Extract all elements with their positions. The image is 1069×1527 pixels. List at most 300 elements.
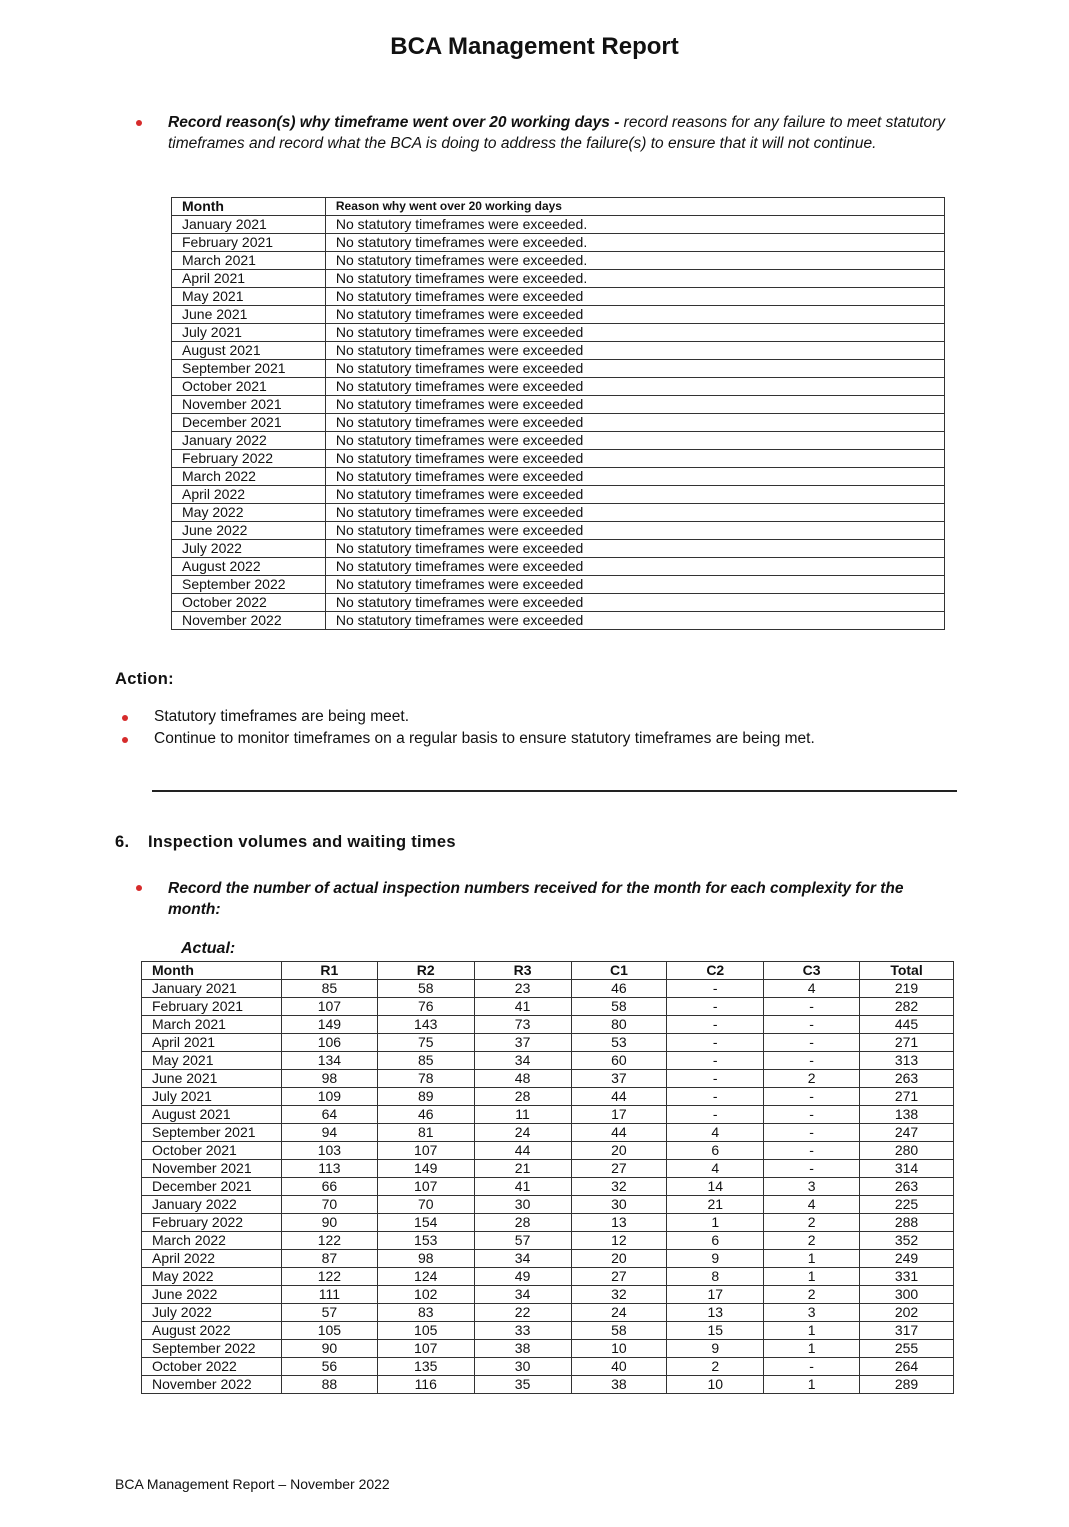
actual-table-row	[142, 1142, 954, 1160]
reason-month-cell: January 2021	[172, 216, 326, 234]
actual-r1-cell: 149	[281, 1016, 377, 1034]
actual-r1-cell: 122	[281, 1268, 377, 1286]
actual-month-cell: April 2022	[142, 1250, 282, 1268]
reason-text-cell: No statutory timeframes were exceeded	[325, 504, 944, 522]
actual-c3-cell: 2	[764, 1286, 860, 1304]
reason-month-cell: September 2021	[172, 360, 326, 378]
reason-month-cell: September 2022	[172, 576, 326, 594]
reason-table-row	[172, 378, 945, 396]
actual-c2-cell: 6	[667, 1142, 764, 1160]
actual-r1-cell: 122	[281, 1232, 377, 1250]
actual-total-cell: 331	[860, 1268, 954, 1286]
actual-c3-cell: -	[764, 1358, 860, 1376]
actual-total-cell: 264	[860, 1358, 954, 1376]
actual-r3-cell: 44	[474, 1142, 571, 1160]
actual-c2-cell: -	[667, 1106, 764, 1124]
actual-c1-cell: 40	[571, 1358, 667, 1376]
actual-r1-cell: 105	[281, 1322, 377, 1340]
reason-text-cell: No statutory timeframes were exceeded	[325, 324, 944, 342]
actual-total-cell: 352	[860, 1232, 954, 1250]
reason-month-cell: August 2022	[172, 558, 326, 576]
reason-col-reason: Reason why went over 20 working days	[325, 198, 944, 216]
reason-text-cell: No statutory timeframes were exceeded.	[325, 216, 944, 234]
actual-total-cell: 271	[860, 1034, 954, 1052]
reason-table-row	[172, 558, 945, 576]
actual-table-row	[142, 980, 954, 998]
actual-month-cell: February 2022	[142, 1214, 282, 1232]
actual-c3-cell: -	[764, 1124, 860, 1142]
actual-r3-cell: 21	[474, 1160, 571, 1178]
actual-r3-cell: 37	[474, 1034, 571, 1052]
reason-text-cell: No statutory timeframes were exceeded.	[325, 252, 944, 270]
actual-table-row	[142, 1250, 954, 1268]
reason-month-cell: May 2022	[172, 504, 326, 522]
actual-c2-cell: 21	[667, 1196, 764, 1214]
actual-total-cell: 282	[860, 998, 954, 1016]
actual-total-cell: 300	[860, 1286, 954, 1304]
actual-total-cell: 202	[860, 1304, 954, 1322]
actual-table-row	[142, 1088, 954, 1106]
actual-c1-cell: 60	[571, 1052, 667, 1070]
actual-table-row	[142, 1286, 954, 1304]
actual-total-cell: 314	[860, 1160, 954, 1178]
actual-total-cell: 280	[860, 1142, 954, 1160]
reason-month-cell: February 2022	[172, 450, 326, 468]
actual-month-cell: September 2022	[142, 1340, 282, 1358]
reason-text-cell: No statutory timeframes were exceeded	[325, 612, 944, 630]
actual-r2-cell: 46	[377, 1106, 474, 1124]
bullet-marker	[136, 885, 142, 891]
reason-table-row	[172, 270, 945, 288]
bullet-marker	[122, 715, 128, 721]
actual-table-row	[142, 1196, 954, 1214]
actual-r2-cell: 81	[377, 1124, 474, 1142]
actual-r3-cell: 23	[474, 980, 571, 998]
actual-r2-cell: 107	[377, 1178, 474, 1196]
actual-month-cell: September 2021	[142, 1124, 282, 1142]
reason-table-row	[172, 396, 945, 414]
actual-total-cell: 288	[860, 1214, 954, 1232]
actual-month-cell: April 2021	[142, 1034, 282, 1052]
actual-r1-cell: 98	[281, 1070, 377, 1088]
actual-c2-cell: 1	[667, 1214, 764, 1232]
actual-c1-cell: 10	[571, 1340, 667, 1358]
actual-r1-cell: 66	[281, 1178, 377, 1196]
reason-text-cell: No statutory timeframes were exceeded	[325, 288, 944, 306]
actual-c3-cell: -	[764, 1052, 860, 1070]
reason-table-row	[172, 414, 945, 432]
reason-table-row	[172, 216, 945, 234]
actual-r2-cell: 107	[377, 1142, 474, 1160]
reason-text-cell: No statutory timeframes were exceeded	[325, 450, 944, 468]
timeframe-lead-paragraph	[168, 112, 958, 154]
reason-month-cell: November 2021	[172, 396, 326, 414]
actual-col-c1: C1	[571, 962, 667, 980]
actual-c2-cell: -	[667, 998, 764, 1016]
reason-month-cell: April 2021	[172, 270, 326, 288]
reason-text-cell: No statutory timeframes were exceeded	[325, 414, 944, 432]
actual-month-cell: October 2021	[142, 1142, 282, 1160]
actual-c2-cell: -	[667, 1052, 764, 1070]
actual-r2-cell: 83	[377, 1304, 474, 1322]
actual-r2-cell: 107	[377, 1340, 474, 1358]
page-title: BCA Management Report	[390, 33, 679, 60]
reason-month-cell: October 2022	[172, 594, 326, 612]
timeframe-lead-bold: Record reason(s) why timeframe went over 20 working days -	[168, 114, 620, 131]
actual-r3-cell: 41	[474, 998, 571, 1016]
reason-text-cell: No statutory timeframes were exceeded	[325, 378, 944, 396]
reason-month-cell: March 2022	[172, 468, 326, 486]
actual-month-cell: November 2022	[142, 1376, 282, 1394]
reason-text-cell: No statutory timeframes were exceeded	[325, 468, 944, 486]
actual-table-row	[142, 1322, 954, 1340]
reason-table-row	[172, 612, 945, 630]
actual-month-cell: March 2022	[142, 1232, 282, 1250]
actual-col-month: Month	[142, 962, 282, 980]
reason-month-cell: April 2022	[172, 486, 326, 504]
reason-text-cell: No statutory timeframes were exceeded	[325, 432, 944, 450]
actual-c2-cell: 10	[667, 1376, 764, 1394]
actual-c3-cell: -	[764, 1016, 860, 1034]
reason-table-row	[172, 594, 945, 612]
actual-r1-cell: 103	[281, 1142, 377, 1160]
reason-table-row	[172, 522, 945, 540]
bullet-marker	[122, 737, 128, 743]
actual-c3-cell: 3	[764, 1304, 860, 1322]
actual-c2-cell: 15	[667, 1322, 764, 1340]
reason-text-cell: No statutory timeframes were exceeded.	[325, 270, 944, 288]
actual-total-cell: 271	[860, 1088, 954, 1106]
reason-table-row	[172, 486, 945, 504]
reason-text-cell: No statutory timeframes were exceeded	[325, 558, 944, 576]
reason-text-cell: No statutory timeframes were exceeded	[325, 360, 944, 378]
actual-r2-cell: 76	[377, 998, 474, 1016]
reason-text-cell: No statutory timeframes were exceeded	[325, 486, 944, 504]
actual-table-row	[142, 1160, 954, 1178]
actual-month-cell: October 2022	[142, 1358, 282, 1376]
actual-r3-cell: 30	[474, 1196, 571, 1214]
actual-r2-cell: 124	[377, 1268, 474, 1286]
reason-table-header-row	[172, 198, 945, 216]
actual-c3-cell: -	[764, 1142, 860, 1160]
actual-c3-cell: 1	[764, 1250, 860, 1268]
actual-month-cell: May 2022	[142, 1268, 282, 1286]
actual-c2-cell: 17	[667, 1286, 764, 1304]
actual-total-cell: 247	[860, 1124, 954, 1142]
reason-text-cell: No statutory timeframes were exceeded	[325, 342, 944, 360]
actual-c2-cell: 8	[667, 1268, 764, 1286]
actual-c1-cell: 53	[571, 1034, 667, 1052]
actual-c1-cell: 20	[571, 1142, 667, 1160]
actual-r2-cell: 89	[377, 1088, 474, 1106]
actual-r1-cell: 111	[281, 1286, 377, 1304]
actual-month-cell: July 2022	[142, 1304, 282, 1322]
actual-month-cell: July 2021	[142, 1088, 282, 1106]
actual-col-c3: C3	[764, 962, 860, 980]
actual-c2-cell: 6	[667, 1232, 764, 1250]
section-number: 6.	[115, 833, 130, 851]
section-divider	[152, 790, 957, 792]
reason-text-cell: No statutory timeframes were exceeded	[325, 540, 944, 558]
page-footer: BCA Management Report – November 2022	[115, 1476, 390, 1492]
actual-r1-cell: 57	[281, 1304, 377, 1322]
actual-c1-cell: 30	[571, 1196, 667, 1214]
actual-c1-cell: 32	[571, 1178, 667, 1196]
actual-r2-cell: 70	[377, 1196, 474, 1214]
actual-r3-cell: 34	[474, 1250, 571, 1268]
actual-r2-cell: 75	[377, 1034, 474, 1052]
actual-c2-cell: -	[667, 1088, 764, 1106]
actual-c3-cell: 1	[764, 1376, 860, 1394]
reason-table-row	[172, 324, 945, 342]
actual-c1-cell: 13	[571, 1214, 667, 1232]
inspection-lead-paragraph: Record the number of actual inspection numbers received for the month for each complexity for the month:	[168, 880, 904, 918]
reason-table-row	[172, 540, 945, 558]
actual-table-row	[142, 1034, 954, 1052]
actual-c1-cell: 80	[571, 1016, 667, 1034]
actual-c2-cell: 4	[667, 1124, 764, 1142]
actual-table-row	[142, 998, 954, 1016]
actual-c3-cell: 4	[764, 1196, 860, 1214]
actual-month-cell: May 2021	[142, 1052, 282, 1070]
actual-r1-cell: 87	[281, 1250, 377, 1268]
actual-c1-cell: 27	[571, 1268, 667, 1286]
actual-table-row	[142, 1070, 954, 1088]
reason-table-row	[172, 288, 945, 306]
actual-c2-cell: 13	[667, 1304, 764, 1322]
actual-r2-cell: 149	[377, 1160, 474, 1178]
reason-month-cell: July 2021	[172, 324, 326, 342]
actual-r1-cell: 113	[281, 1160, 377, 1178]
actual-c2-cell: 14	[667, 1178, 764, 1196]
actual-r1-cell: 56	[281, 1358, 377, 1376]
reason-table	[171, 197, 945, 630]
actual-c3-cell: 1	[764, 1322, 860, 1340]
actual-c1-cell: 17	[571, 1106, 667, 1124]
reason-table-row	[172, 252, 945, 270]
actual-r1-cell: 94	[281, 1124, 377, 1142]
actual-table-row	[142, 1124, 954, 1142]
actual-r2-cell: 153	[377, 1232, 474, 1250]
actual-r1-cell: 90	[281, 1214, 377, 1232]
actual-r2-cell: 135	[377, 1358, 474, 1376]
actual-table-row	[142, 1106, 954, 1124]
actual-r3-cell: 48	[474, 1070, 571, 1088]
reason-table-row	[172, 306, 945, 324]
reason-month-cell: May 2021	[172, 288, 326, 306]
actual-r2-cell: 78	[377, 1070, 474, 1088]
actual-c1-cell: 46	[571, 980, 667, 998]
timeframe-lead-italic: record reasons for any failure to meet statutory timeframes and record what the BCA is doing to address the failure(s) to ensure that it will not continue.	[168, 114, 946, 152]
reason-month-cell: February 2021	[172, 234, 326, 252]
reason-table-row	[172, 504, 945, 522]
actual-r3-cell: 28	[474, 1214, 571, 1232]
actual-c1-cell: 37	[571, 1070, 667, 1088]
reason-table-row	[172, 234, 945, 252]
actual-c2-cell: -	[667, 1034, 764, 1052]
actual-inspections-table	[141, 961, 954, 1394]
actual-r3-cell: 35	[474, 1376, 571, 1394]
actual-col-r3: R3	[474, 962, 571, 980]
actual-total-cell: 313	[860, 1052, 954, 1070]
actual-c3-cell: 1	[764, 1340, 860, 1358]
actual-r3-cell: 24	[474, 1124, 571, 1142]
reason-table-row	[172, 468, 945, 486]
actual-r1-cell: 109	[281, 1088, 377, 1106]
actual-c2-cell: 4	[667, 1160, 764, 1178]
actual-c1-cell: 20	[571, 1250, 667, 1268]
actual-r3-cell: 49	[474, 1268, 571, 1286]
actual-table-row	[142, 1358, 954, 1376]
actual-r2-cell: 143	[377, 1016, 474, 1034]
actual-r2-cell: 154	[377, 1214, 474, 1232]
actual-c3-cell: 1	[764, 1268, 860, 1286]
actual-total-cell: 445	[860, 1016, 954, 1034]
actual-r2-cell: 102	[377, 1286, 474, 1304]
actual-r2-cell: 58	[377, 980, 474, 998]
actual-r3-cell: 28	[474, 1088, 571, 1106]
reason-table-row	[172, 450, 945, 468]
reason-table-row	[172, 360, 945, 378]
actual-table-row	[142, 1016, 954, 1034]
actual-r1-cell: 90	[281, 1340, 377, 1358]
actual-r3-cell: 11	[474, 1106, 571, 1124]
reason-table-row	[172, 576, 945, 594]
actual-c1-cell: 58	[571, 1322, 667, 1340]
actual-total-cell: 219	[860, 980, 954, 998]
actual-r3-cell: 34	[474, 1286, 571, 1304]
actual-r3-cell: 73	[474, 1016, 571, 1034]
actual-c2-cell: -	[667, 980, 764, 998]
reason-text-cell: No statutory timeframes were exceeded	[325, 594, 944, 612]
actual-month-cell: June 2022	[142, 1286, 282, 1304]
actual-table-row	[142, 1052, 954, 1070]
actual-r3-cell: 38	[474, 1340, 571, 1358]
actual-c1-cell: 32	[571, 1286, 667, 1304]
actual-r1-cell: 70	[281, 1196, 377, 1214]
reason-col-month: Month	[172, 198, 326, 216]
actual-r3-cell: 30	[474, 1358, 571, 1376]
actual-label: Actual:	[181, 940, 236, 957]
actual-table-row	[142, 1376, 954, 1394]
actual-col-r1: R1	[281, 962, 377, 980]
actual-r2-cell: 116	[377, 1376, 474, 1394]
actual-month-cell: August 2022	[142, 1322, 282, 1340]
reason-month-cell: December 2021	[172, 414, 326, 432]
actual-r3-cell: 22	[474, 1304, 571, 1322]
actual-r1-cell: 106	[281, 1034, 377, 1052]
actual-c3-cell: -	[764, 1160, 860, 1178]
actual-c2-cell: 2	[667, 1358, 764, 1376]
actual-c1-cell: 58	[571, 998, 667, 1016]
actual-total-cell: 255	[860, 1340, 954, 1358]
actual-r2-cell: 98	[377, 1250, 474, 1268]
actual-c1-cell: 38	[571, 1376, 667, 1394]
actual-c2-cell: -	[667, 1070, 764, 1088]
actual-total-cell: 249	[860, 1250, 954, 1268]
actual-c2-cell: 9	[667, 1250, 764, 1268]
actual-c2-cell: -	[667, 1016, 764, 1034]
actual-c3-cell: -	[764, 998, 860, 1016]
actual-total-cell: 225	[860, 1196, 954, 1214]
actual-month-cell: February 2021	[142, 998, 282, 1016]
actual-total-cell: 263	[860, 1178, 954, 1196]
actual-r2-cell: 85	[377, 1052, 474, 1070]
actual-c3-cell: 2	[764, 1214, 860, 1232]
action-item: Statutory timeframes are being meet.	[154, 708, 410, 725]
reason-month-cell: August 2021	[172, 342, 326, 360]
actual-r3-cell: 57	[474, 1232, 571, 1250]
actual-month-cell: June 2021	[142, 1070, 282, 1088]
actual-table-row	[142, 1268, 954, 1286]
actual-r1-cell: 64	[281, 1106, 377, 1124]
actual-c3-cell: -	[764, 1034, 860, 1052]
action-heading: Action:	[115, 670, 174, 688]
reason-text-cell: No statutory timeframes were exceeded	[325, 576, 944, 594]
actual-month-cell: December 2021	[142, 1178, 282, 1196]
reason-text-cell: No statutory timeframes were exceeded	[325, 522, 944, 540]
reason-text-cell: No statutory timeframes were exceeded.	[325, 234, 944, 252]
reason-month-cell: June 2022	[172, 522, 326, 540]
bullet-marker	[136, 120, 142, 126]
actual-r1-cell: 85	[281, 980, 377, 998]
actual-month-cell: November 2021	[142, 1160, 282, 1178]
actual-month-cell: March 2021	[142, 1016, 282, 1034]
actual-table-row	[142, 1232, 954, 1250]
actual-c1-cell: 24	[571, 1304, 667, 1322]
reason-table-row	[172, 342, 945, 360]
reason-month-cell: October 2021	[172, 378, 326, 396]
actual-total-cell: 138	[860, 1106, 954, 1124]
section-heading	[115, 833, 456, 852]
reason-table-row	[172, 432, 945, 450]
actual-r3-cell: 41	[474, 1178, 571, 1196]
actual-c1-cell: 44	[571, 1124, 667, 1142]
actual-c1-cell: 44	[571, 1088, 667, 1106]
actual-c1-cell: 12	[571, 1232, 667, 1250]
actual-c2-cell: 9	[667, 1340, 764, 1358]
actual-table-row	[142, 1340, 954, 1358]
actual-c3-cell: -	[764, 1106, 860, 1124]
actual-c3-cell: 4	[764, 980, 860, 998]
actual-col-c2: C2	[667, 962, 764, 980]
actual-r2-cell: 105	[377, 1322, 474, 1340]
actual-r1-cell: 88	[281, 1376, 377, 1394]
section-title: Inspection volumes and waiting times	[148, 833, 456, 851]
reason-text-cell: No statutory timeframes were exceeded	[325, 396, 944, 414]
actual-c1-cell: 27	[571, 1160, 667, 1178]
reason-text-cell: No statutory timeframes were exceeded	[325, 306, 944, 324]
actual-r1-cell: 107	[281, 998, 377, 1016]
reason-month-cell: January 2022	[172, 432, 326, 450]
actual-c3-cell: 2	[764, 1232, 860, 1250]
reason-month-cell: March 2021	[172, 252, 326, 270]
actual-month-cell: August 2021	[142, 1106, 282, 1124]
actual-col-total: Total	[860, 962, 954, 980]
actual-col-r2: R2	[377, 962, 474, 980]
reason-month-cell: July 2022	[172, 540, 326, 558]
reason-month-cell: November 2022	[172, 612, 326, 630]
action-item: Continue to monitor timeframes on a regular basis to ensure statutory timeframes are being met.	[154, 730, 815, 747]
actual-table-row	[142, 1214, 954, 1232]
actual-total-cell: 317	[860, 1322, 954, 1340]
actual-table-header-row	[142, 962, 954, 980]
actual-table-row	[142, 1304, 954, 1322]
actual-c3-cell: 3	[764, 1178, 860, 1196]
actual-c3-cell: 2	[764, 1070, 860, 1088]
actual-total-cell: 263	[860, 1070, 954, 1088]
actual-total-cell: 289	[860, 1376, 954, 1394]
